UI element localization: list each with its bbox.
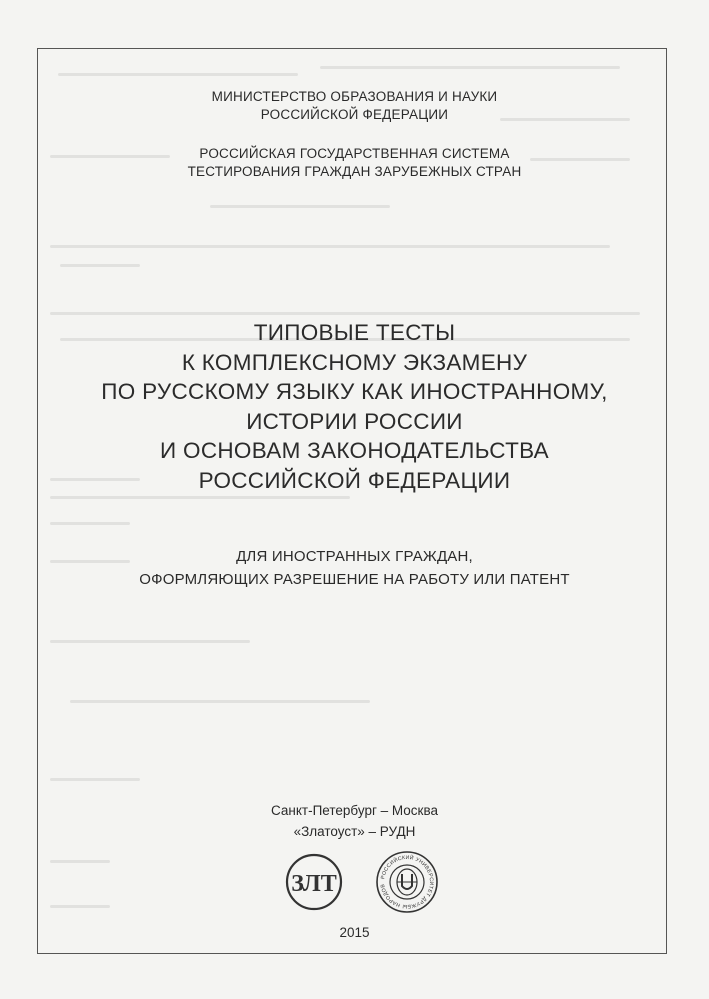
- ministry-line: РОССИЙСКОЙ ФЕДЕРАЦИИ: [260, 107, 449, 122]
- title-line: ПО РУССКОМУ ЯЗЫКУ КАК ИНОСТРАННОМУ,: [101, 379, 608, 404]
- zlatoust-logo-text: ЗЛТ: [291, 871, 337, 897]
- title-line: ТИПОВЫЕ ТЕСТЫ: [253, 320, 456, 345]
- publisher-cities: Санкт-Петербург – Москва: [271, 803, 438, 818]
- system-line: ТЕСТИРОВАНИЯ ГРАЖДАН ЗАРУБЕЖНЫХ СТРАН: [187, 164, 522, 179]
- system-line: РОССИЙСКАЯ ГОСУДАРСТВЕННАЯ СИСТЕМА: [199, 146, 510, 161]
- rudn-seal-text: РОССИЙСКИЙ УНИВЕРСИТЕТ ДРУЖБЫ НАРОДОВ: [380, 854, 435, 910]
- ministry-heading: [0, 88, 709, 124]
- rudn-seal-icon: [375, 850, 439, 914]
- publisher-info: [0, 800, 709, 842]
- publisher-names: «Златоуст» – РУДН: [293, 824, 416, 839]
- title-line: ИСТОРИИ РОССИИ: [246, 408, 463, 434]
- testing-system-heading: [0, 145, 709, 181]
- zlatoust-logo-icon: [285, 853, 343, 911]
- svg-text:РОССИЙСКИЙ УНИВЕРСИТЕТ ДРУЖБЫ: [380, 853, 434, 909]
- title-line: К КОМПЛЕКСНОМУ ЭКЗАМЕНУ: [181, 349, 528, 375]
- title-line: РОССИЙСКОЙ ФЕДЕРАЦИИ: [198, 467, 511, 493]
- ministry-line: МИНИСТЕРСТВО ОБРАЗОВАНИЯ И НАУКИ: [211, 89, 498, 104]
- book-subtitle: [0, 545, 709, 591]
- subtitle-line: ДЛЯ ИНОСТРАННЫХ ГРАЖДАН,: [236, 548, 473, 565]
- publication-year: 2015: [339, 925, 370, 940]
- title-line: И ОСНОВАМ ЗАКОНОДАТЕЛЬСТВА: [160, 438, 549, 463]
- book-title: [0, 318, 709, 495]
- subtitle-line: ОФОРМЛЯЮЩИХ РАЗРЕШЕНИЕ НА РАБОТУ ИЛИ ПАТЕНТ: [139, 571, 570, 588]
